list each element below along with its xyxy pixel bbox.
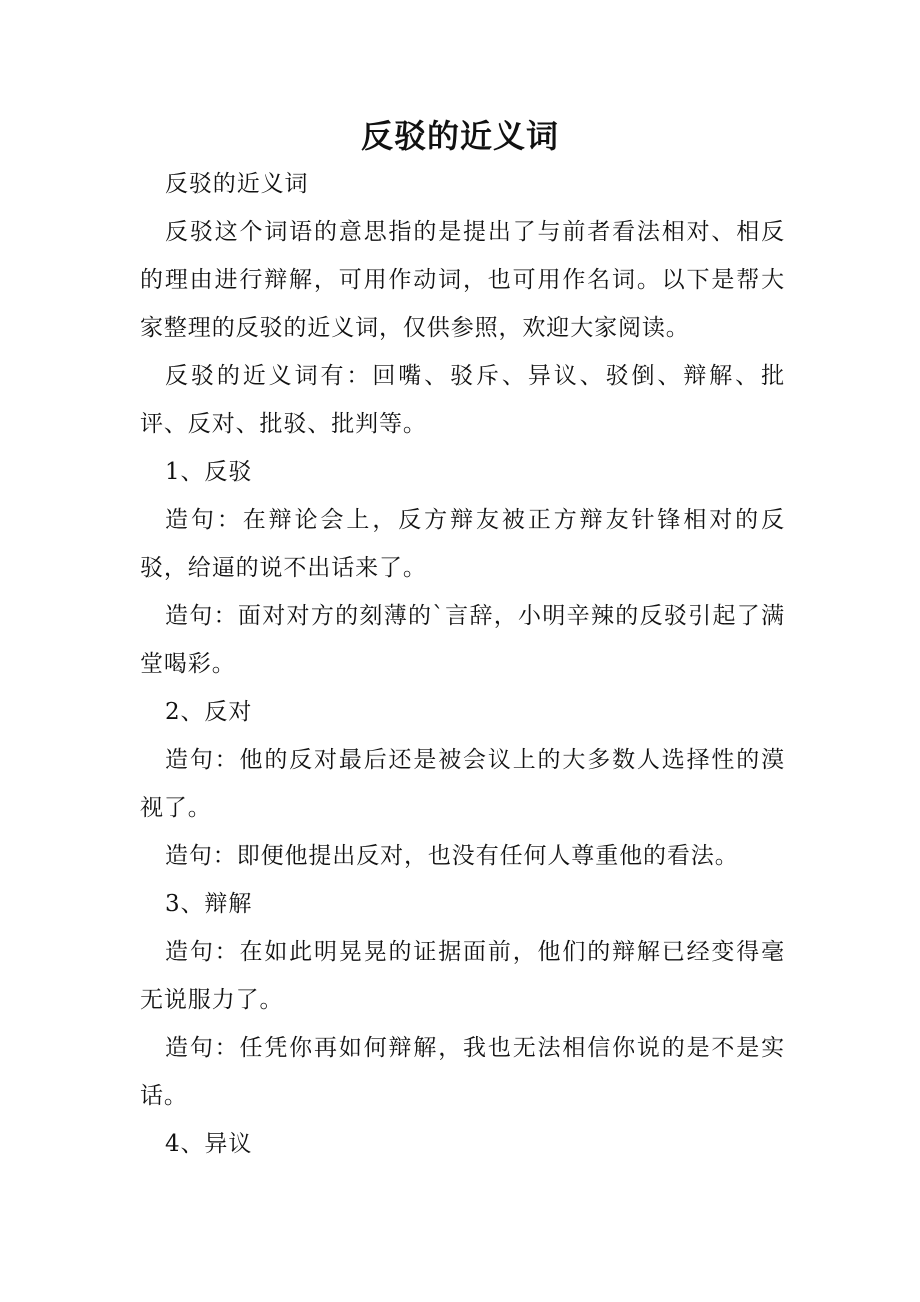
example-sentence: 造句：他的反对最后还是被会议上的大多数人选择性的漠视了。 xyxy=(140,747,785,821)
paragraph-subtitle: 反驳的近义词 xyxy=(165,171,309,197)
document-title: 反驳的近义词 xyxy=(360,117,559,155)
paragraph-synonyms-list: 反驳的近义词有：回嘴、驳斥、异议、驳倒、辩解、批评、反对、批驳、批判等。 xyxy=(140,363,785,437)
example-sentence: 造句：在辩论会上，反方辩友被正方辩友针锋相对的反驳，给逼的说不出话来了。 xyxy=(140,507,785,581)
example-sentence: 造句：任凭你再如何辩解，我也无法相信你说的是不是实话。 xyxy=(140,1035,785,1109)
heading-item-1: 1、反驳 xyxy=(165,459,253,485)
heading-item-2: 2、反对 xyxy=(165,699,253,725)
example-sentence: 造句：即便他提出反对，也没有任何人尊重他的看法。 xyxy=(165,843,739,869)
example-sentence: 造句：面对对方的刻薄的`言辞，小明辛辣的反驳引起了满堂喝彩。 xyxy=(140,603,785,677)
example-sentence: 造句：在如此明晃晃的证据面前，他们的辩解已经变得毫无说服力了。 xyxy=(140,939,785,1013)
paragraph-intro: 反驳这个词语的意思指的是提出了与前者看法相对、相反的理由进行辩解，可用作动词，也可用作名词。以下是帮大家整理的反驳的近义词，仅供参照，欢迎大家阅读。 xyxy=(140,219,785,341)
heading-item-4: 4、异议 xyxy=(165,1131,253,1157)
heading-item-3: 3、辩解 xyxy=(165,891,253,917)
document-body xyxy=(140,160,785,1168)
